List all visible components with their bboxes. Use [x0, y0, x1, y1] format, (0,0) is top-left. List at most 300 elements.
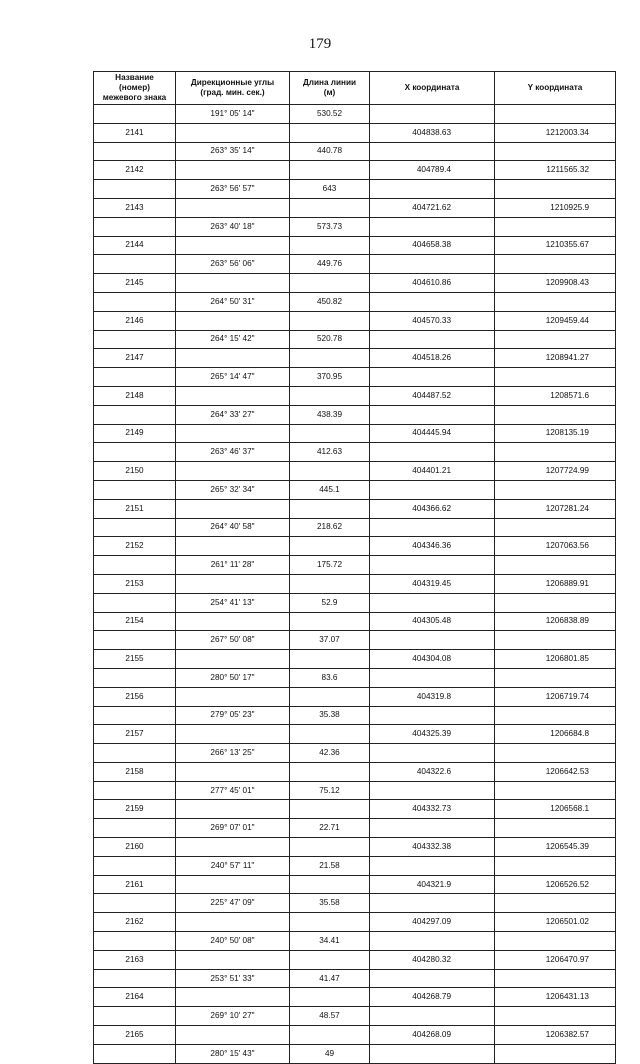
cell-x-coordinate: 404401.21 [370, 462, 495, 481]
cell-directional-angle [176, 274, 290, 293]
cell-x-coordinate: 404297.09 [370, 913, 495, 932]
cell-line-length: 520.78 [290, 330, 370, 349]
cell-line-length [290, 161, 370, 180]
cell-x-coordinate: 404487.52 [370, 386, 495, 405]
table-row-point [94, 424, 616, 443]
cell-directional-angle: 265° 14' 47" [176, 368, 290, 387]
cell-y-coordinate: 1206431.13 [495, 988, 616, 1007]
cell-y-coordinate: 1208135.19 [495, 424, 616, 443]
cell-y-coordinate [495, 405, 616, 424]
cell-y-coordinate [495, 1044, 616, 1063]
cell-x-coordinate: 404610.86 [370, 274, 495, 293]
cell-x-coordinate: 404325.39 [370, 725, 495, 744]
cell-directional-angle: 263° 35' 14" [176, 142, 290, 161]
cell-mark-name: 2153 [94, 574, 176, 593]
cell-directional-angle [176, 1026, 290, 1045]
cell-x-coordinate [370, 706, 495, 725]
cell-x-coordinate: 404280.32 [370, 950, 495, 969]
cell-mark-name [94, 668, 176, 687]
cell-y-coordinate: 1206719.74 [495, 687, 616, 706]
cell-x-coordinate [370, 443, 495, 462]
cell-mark-name [94, 368, 176, 387]
cell-directional-angle [176, 762, 290, 781]
cell-line-length: 22.71 [290, 819, 370, 838]
cell-mark-name [94, 217, 176, 236]
cell-directional-angle: 265° 32' 34" [176, 480, 290, 499]
table-row-segment [94, 255, 616, 274]
cell-mark-name: 2143 [94, 198, 176, 217]
table-row-point [94, 913, 616, 932]
cell-y-coordinate: 1208571.6 [495, 386, 616, 405]
table-row-segment [94, 330, 616, 349]
cell-mark-name [94, 744, 176, 763]
cell-directional-angle: 269° 10' 27" [176, 1007, 290, 1026]
cell-directional-angle: 261° 11' 28" [176, 556, 290, 575]
cell-line-length: 21.58 [290, 856, 370, 875]
cell-mark-name: 2164 [94, 988, 176, 1007]
cell-line-length [290, 311, 370, 330]
cell-mark-name: 2142 [94, 161, 176, 180]
cell-line-length: 48.57 [290, 1007, 370, 1026]
cell-mark-name: 2151 [94, 499, 176, 518]
cell-y-coordinate: 1206501.02 [495, 913, 616, 932]
cell-y-coordinate [495, 330, 616, 349]
table-row-segment [94, 744, 616, 763]
table-row-segment [94, 180, 616, 199]
cell-x-coordinate [370, 255, 495, 274]
cell-mark-name: 2146 [94, 311, 176, 330]
cell-x-coordinate: 404789.4 [370, 161, 495, 180]
cell-mark-name: 2158 [94, 762, 176, 781]
table-row-point [94, 462, 616, 481]
cell-y-coordinate [495, 706, 616, 725]
cell-y-coordinate: 1206642.53 [495, 762, 616, 781]
cell-directional-angle [176, 424, 290, 443]
cell-directional-angle [176, 725, 290, 744]
table-row-point [94, 349, 616, 368]
cell-directional-angle: 280° 50' 17" [176, 668, 290, 687]
cell-directional-angle [176, 612, 290, 631]
cell-y-coordinate: 1206470.97 [495, 950, 616, 969]
table-row-segment [94, 856, 616, 875]
cell-x-coordinate [370, 180, 495, 199]
cell-line-length: 75.12 [290, 781, 370, 800]
cell-y-coordinate: 1212003.34 [495, 123, 616, 142]
cell-mark-name [94, 819, 176, 838]
cell-x-coordinate [370, 969, 495, 988]
cell-y-coordinate: 1209908.43 [495, 274, 616, 293]
cell-y-coordinate: 1206382.57 [495, 1026, 616, 1045]
table-row-point [94, 762, 616, 781]
cell-line-length [290, 650, 370, 669]
table-row-point [94, 950, 616, 969]
table-row-segment [94, 217, 616, 236]
cell-directional-angle [176, 838, 290, 857]
cell-x-coordinate [370, 781, 495, 800]
cell-x-coordinate [370, 330, 495, 349]
cell-y-coordinate [495, 744, 616, 763]
cell-y-coordinate [495, 856, 616, 875]
cell-y-coordinate [495, 217, 616, 236]
header-directional-angles: Дирекционные углы (град. мин. сек.) [176, 72, 290, 105]
cell-line-length [290, 1026, 370, 1045]
table-row-point [94, 274, 616, 293]
cell-directional-angle: 263° 56' 06" [176, 255, 290, 274]
table-row-point [94, 612, 616, 631]
cell-line-length [290, 725, 370, 744]
cell-mark-name: 2154 [94, 612, 176, 631]
cell-directional-angle [176, 950, 290, 969]
table-row-segment [94, 631, 616, 650]
cell-x-coordinate: 404570.33 [370, 311, 495, 330]
cell-line-length: 445.1 [290, 480, 370, 499]
cell-line-length: 412.63 [290, 443, 370, 462]
cell-y-coordinate [495, 1007, 616, 1026]
cell-directional-angle: 269° 07' 01" [176, 819, 290, 838]
cell-mark-name: 2150 [94, 462, 176, 481]
header-y-coordinate: Y координата [495, 72, 616, 105]
cell-x-coordinate [370, 1044, 495, 1063]
header-mark-name: Название (номер) межевого знака [94, 72, 176, 105]
cell-x-coordinate [370, 668, 495, 687]
cell-mark-name [94, 292, 176, 311]
table-row-point [94, 161, 616, 180]
cell-directional-angle [176, 311, 290, 330]
table-row-point [94, 838, 616, 857]
cell-mark-name: 2162 [94, 913, 176, 932]
cell-x-coordinate [370, 631, 495, 650]
table-row-point [94, 687, 616, 706]
cell-x-coordinate: 404321.9 [370, 875, 495, 894]
cell-mark-name: 2161 [94, 875, 176, 894]
table-row-point [94, 537, 616, 556]
cell-line-length [290, 574, 370, 593]
cell-directional-angle [176, 123, 290, 142]
cell-mark-name [94, 556, 176, 575]
cell-line-length: 41.47 [290, 969, 370, 988]
cell-directional-angle [176, 687, 290, 706]
cell-directional-angle: 240° 50' 08" [176, 932, 290, 951]
cell-x-coordinate [370, 405, 495, 424]
cell-directional-angle: 263° 56' 57" [176, 180, 290, 199]
cell-x-coordinate: 404658.38 [370, 236, 495, 255]
cell-y-coordinate [495, 142, 616, 161]
table-row-segment [94, 668, 616, 687]
cell-y-coordinate [495, 593, 616, 612]
cell-mark-name [94, 593, 176, 612]
cell-y-coordinate: 1206684.8 [495, 725, 616, 744]
cell-y-coordinate: 1208941.27 [495, 349, 616, 368]
cell-line-length [290, 875, 370, 894]
cell-mark-name [94, 969, 176, 988]
table-row-segment [94, 969, 616, 988]
cell-x-coordinate [370, 292, 495, 311]
table-row-segment [94, 894, 616, 913]
table-row-point [94, 123, 616, 142]
cell-x-coordinate: 404332.38 [370, 838, 495, 857]
cell-mark-name [94, 706, 176, 725]
cell-y-coordinate: 1206568.1 [495, 800, 616, 819]
cell-line-length: 643 [290, 180, 370, 199]
cell-x-coordinate: 404322.6 [370, 762, 495, 781]
cell-x-coordinate [370, 105, 495, 124]
cell-line-length [290, 800, 370, 819]
cell-mark-name [94, 480, 176, 499]
cell-directional-angle [176, 800, 290, 819]
cell-directional-angle [176, 462, 290, 481]
boundary-marks-table [93, 71, 616, 1064]
cell-directional-angle [176, 499, 290, 518]
cell-y-coordinate [495, 819, 616, 838]
cell-y-coordinate: 1207724.99 [495, 462, 616, 481]
cell-y-coordinate [495, 255, 616, 274]
cell-x-coordinate [370, 368, 495, 387]
cell-y-coordinate [495, 480, 616, 499]
cell-line-length: 42.36 [290, 744, 370, 763]
cell-directional-angle [176, 988, 290, 1007]
cell-y-coordinate [495, 180, 616, 199]
cell-x-coordinate [370, 1007, 495, 1026]
table-row-segment [94, 443, 616, 462]
table-row-segment [94, 706, 616, 725]
table-row-segment [94, 1044, 616, 1063]
table-row-segment [94, 1007, 616, 1026]
table-row-segment [94, 556, 616, 575]
cell-x-coordinate [370, 856, 495, 875]
cell-x-coordinate: 404366.62 [370, 499, 495, 518]
cell-mark-name [94, 631, 176, 650]
cell-mark-name: 2165 [94, 1026, 176, 1045]
cell-x-coordinate: 404268.79 [370, 988, 495, 1007]
cell-line-length: 35.58 [290, 894, 370, 913]
cell-line-length: 573.73 [290, 217, 370, 236]
table-row-point [94, 574, 616, 593]
cell-line-length [290, 462, 370, 481]
cell-mark-name: 2155 [94, 650, 176, 669]
table-row-point [94, 1026, 616, 1045]
cell-line-length: 52.9 [290, 593, 370, 612]
cell-mark-name [94, 932, 176, 951]
cell-mark-name [94, 142, 176, 161]
cell-line-length: 49 [290, 1044, 370, 1063]
cell-line-length [290, 349, 370, 368]
cell-line-length [290, 236, 370, 255]
cell-mark-name [94, 894, 176, 913]
cell-directional-angle: 225° 47' 09" [176, 894, 290, 913]
table-row-point [94, 311, 616, 330]
cell-x-coordinate: 404305.48 [370, 612, 495, 631]
cell-directional-angle: 279° 05' 23" [176, 706, 290, 725]
cell-y-coordinate: 1206545.39 [495, 838, 616, 857]
cell-y-coordinate [495, 969, 616, 988]
cell-line-length [290, 274, 370, 293]
cell-mark-name: 2147 [94, 349, 176, 368]
cell-directional-angle: 266° 13' 25" [176, 744, 290, 763]
cell-directional-angle: 253° 51' 33" [176, 969, 290, 988]
cell-directional-angle [176, 198, 290, 217]
cell-line-length [290, 762, 370, 781]
cell-line-length: 438.39 [290, 405, 370, 424]
table-row-point [94, 650, 616, 669]
table-row-segment [94, 142, 616, 161]
header-line-length: Длина линии (м) [290, 72, 370, 105]
cell-directional-angle: 240° 57' 11" [176, 856, 290, 875]
cell-mark-name: 2157 [94, 725, 176, 744]
cell-y-coordinate [495, 894, 616, 913]
table-row-segment [94, 518, 616, 537]
cell-y-coordinate: 1206838.89 [495, 612, 616, 631]
cell-y-coordinate: 1206889.91 [495, 574, 616, 593]
cell-y-coordinate [495, 781, 616, 800]
cell-line-length: 37.07 [290, 631, 370, 650]
table-row-point [94, 386, 616, 405]
cell-directional-angle: 267° 50' 08" [176, 631, 290, 650]
table-row-segment [94, 932, 616, 951]
cell-y-coordinate: 1207063.56 [495, 537, 616, 556]
cell-y-coordinate [495, 518, 616, 537]
cell-x-coordinate [370, 744, 495, 763]
cell-mark-name [94, 781, 176, 800]
cell-directional-angle [176, 161, 290, 180]
cell-mark-name: 2163 [94, 950, 176, 969]
cell-line-length: 449.76 [290, 255, 370, 274]
cell-x-coordinate: 404319.8 [370, 687, 495, 706]
cell-y-coordinate [495, 292, 616, 311]
cell-x-coordinate: 404721.62 [370, 198, 495, 217]
cell-line-length [290, 988, 370, 1007]
cell-line-length: 34.41 [290, 932, 370, 951]
cell-y-coordinate [495, 556, 616, 575]
cell-directional-angle [176, 236, 290, 255]
cell-line-length [290, 537, 370, 556]
table-row-point [94, 800, 616, 819]
header-x-coordinate: X координата [370, 72, 495, 105]
cell-y-coordinate [495, 443, 616, 462]
cell-mark-name: 2145 [94, 274, 176, 293]
cell-directional-angle: 280° 15' 43" [176, 1044, 290, 1063]
cell-x-coordinate: 404518.26 [370, 349, 495, 368]
cell-x-coordinate [370, 593, 495, 612]
cell-directional-angle: 191° 05' 14" [176, 105, 290, 124]
cell-y-coordinate: 1210355.67 [495, 236, 616, 255]
cell-y-coordinate [495, 668, 616, 687]
cell-x-coordinate: 404838.63 [370, 123, 495, 142]
cell-line-length [290, 838, 370, 857]
cell-x-coordinate [370, 894, 495, 913]
cell-mark-name: 2144 [94, 236, 176, 255]
table-row-point [94, 236, 616, 255]
table-row-segment [94, 593, 616, 612]
cell-line-length [290, 123, 370, 142]
cell-y-coordinate: 1209459.44 [495, 311, 616, 330]
cell-directional-angle: 263° 46' 37" [176, 443, 290, 462]
cell-directional-angle [176, 650, 290, 669]
cell-line-length: 450.82 [290, 292, 370, 311]
cell-directional-angle [176, 913, 290, 932]
table-row-segment [94, 105, 616, 124]
cell-y-coordinate [495, 105, 616, 124]
cell-line-length: 175.72 [290, 556, 370, 575]
cell-mark-name [94, 518, 176, 537]
cell-line-length [290, 913, 370, 932]
cell-mark-name [94, 856, 176, 875]
table-row-segment [94, 368, 616, 387]
cell-x-coordinate [370, 932, 495, 951]
cell-directional-angle [176, 386, 290, 405]
table-row-segment [94, 819, 616, 838]
cell-x-coordinate [370, 819, 495, 838]
cell-x-coordinate: 404332.73 [370, 800, 495, 819]
cell-mark-name: 2156 [94, 687, 176, 706]
cell-mark-name [94, 105, 176, 124]
table-row-segment [94, 480, 616, 499]
cell-line-length [290, 198, 370, 217]
table-row-segment [94, 405, 616, 424]
table-header-row [94, 72, 616, 105]
cell-y-coordinate: 1211565.32 [495, 161, 616, 180]
cell-directional-angle: 254° 41' 13" [176, 593, 290, 612]
cell-mark-name: 2152 [94, 537, 176, 556]
cell-line-length: 218.62 [290, 518, 370, 537]
cell-line-length [290, 950, 370, 969]
cell-mark-name: 2148 [94, 386, 176, 405]
cell-x-coordinate [370, 142, 495, 161]
cell-mark-name [94, 1007, 176, 1026]
cell-directional-angle [176, 574, 290, 593]
cell-x-coordinate: 404304.08 [370, 650, 495, 669]
page-number: 179 [308, 36, 332, 52]
cell-y-coordinate [495, 932, 616, 951]
cell-mark-name [94, 443, 176, 462]
cell-mark-name [94, 1044, 176, 1063]
cell-line-length [290, 687, 370, 706]
cell-x-coordinate [370, 480, 495, 499]
cell-y-coordinate [495, 631, 616, 650]
cell-y-coordinate: 1206801.85 [495, 650, 616, 669]
cell-mark-name: 2149 [94, 424, 176, 443]
cell-mark-name: 2159 [94, 800, 176, 819]
cell-line-length: 530.52 [290, 105, 370, 124]
cell-mark-name [94, 405, 176, 424]
table-row-segment [94, 781, 616, 800]
cell-directional-angle [176, 537, 290, 556]
cell-directional-angle: 264° 15' 42" [176, 330, 290, 349]
cell-x-coordinate [370, 556, 495, 575]
cell-mark-name [94, 180, 176, 199]
cell-mark-name [94, 330, 176, 349]
cell-directional-angle: 264° 40' 58" [176, 518, 290, 537]
table-row-point [94, 198, 616, 217]
cell-line-length [290, 499, 370, 518]
cell-directional-angle: 277° 45' 01" [176, 781, 290, 800]
cell-line-length [290, 424, 370, 443]
cell-line-length: 370.95 [290, 368, 370, 387]
cell-line-length: 35.38 [290, 706, 370, 725]
cell-line-length: 83.6 [290, 668, 370, 687]
table-row-point [94, 725, 616, 744]
table-row-point [94, 988, 616, 1007]
cell-directional-angle [176, 349, 290, 368]
cell-directional-angle [176, 875, 290, 894]
cell-directional-angle: 263° 40' 18" [176, 217, 290, 236]
table-row-point [94, 875, 616, 894]
cell-x-coordinate [370, 518, 495, 537]
cell-mark-name: 2160 [94, 838, 176, 857]
cell-y-coordinate: 1206526.52 [495, 875, 616, 894]
cell-mark-name: 2141 [94, 123, 176, 142]
cell-y-coordinate: 1207281.24 [495, 499, 616, 518]
cell-y-coordinate [495, 368, 616, 387]
